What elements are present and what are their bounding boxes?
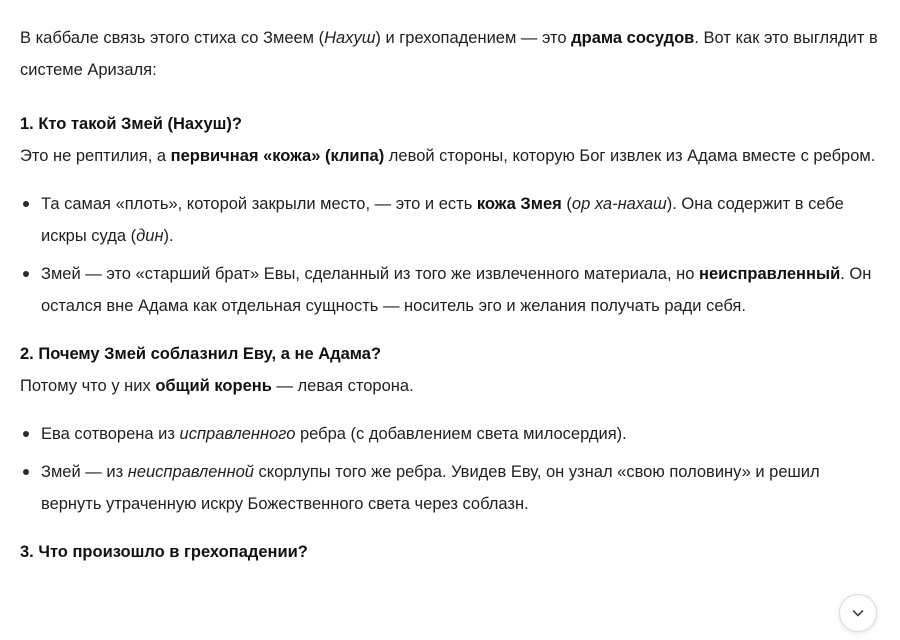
intro-paragraph (20, 22, 880, 86)
chevron-down-icon (850, 605, 866, 621)
list-item-text: Ева сотворена из (41, 425, 180, 443)
list-item-text: Та самая «плоть», которой закрыли место, — это и есть (41, 195, 477, 213)
list-item-italic: неисправленной (127, 463, 254, 481)
section-1-bold: первичная «кожа» (клипа) (170, 147, 385, 165)
list-item (20, 258, 880, 322)
list-item (20, 188, 880, 252)
intro-bold-drama: драма сосудов (571, 29, 695, 47)
section-2-list (20, 418, 880, 520)
section-1-text-part: Это не рептилия, а (20, 147, 171, 165)
bullet-dot (23, 431, 29, 437)
intro-text: ) и грехопадением — это (375, 29, 572, 47)
scroll-to-bottom-button[interactable] (839, 594, 877, 632)
section-1-heading: 1. Кто такой Змей (Нахуш)? (20, 115, 242, 133)
list-item-text: ). Она содержит в себе искры суда ( (41, 195, 844, 245)
section-2-text-part: Потому что у них (20, 377, 156, 395)
section-1-text (20, 140, 880, 172)
list-item-text: ). (163, 227, 174, 245)
list-item-bold: кожа Змея (476, 195, 562, 213)
intro-italic-nahush: Нахуш (324, 29, 376, 47)
list-item-italic: ор ха-нахаш (571, 195, 667, 213)
intro-text: . Вот как это выглядит в системе Аризаля: (20, 29, 878, 79)
section-2-text-part: — левая сторона. (271, 377, 414, 395)
section-3-heading: 3. Что произошло в грехопадении? (20, 543, 308, 561)
bullet-dot (23, 271, 29, 277)
section-2-heading: 2. Почему Змей соблазнил Еву, а не Адама? (20, 345, 382, 363)
bullet-dot (23, 201, 29, 207)
intro-text: В каббале связь этого стиха со Змеем ( (20, 29, 325, 47)
list-item-text: . Он остался вне Адама как отдельная сущность — носитель эго и желания получать ради себя. (41, 265, 872, 315)
list-item (20, 456, 880, 520)
chat-response (20, 22, 880, 568)
list-item-text: ребра (с добавлением света милосердия). (295, 425, 627, 443)
list-item-text: Змей — из (41, 463, 128, 481)
section-2-bold: общий корень (155, 377, 272, 395)
bullet-dot (23, 469, 29, 475)
list-item (20, 418, 880, 450)
list-item-text: скорлупы того же ребра. Увидев Еву, он узнал «свою половину» и решил вернуть утраченную искру Божественного света через соблазн. (41, 463, 820, 513)
section-1-list (20, 188, 880, 322)
list-item-italic: дин (136, 227, 164, 245)
section-2-text (20, 370, 880, 402)
list-item-text: Змей — это «старший брат» Евы, сделанный из того же извлеченного материала, но (41, 265, 699, 283)
list-item-bold: неисправленный (699, 265, 841, 283)
list-item-text: ( (561, 195, 572, 213)
section-1-text-part: левой стороны, которую Бог извлек из Адама вместе с ребром. (384, 147, 876, 165)
list-item-italic: исправленного (179, 425, 296, 443)
